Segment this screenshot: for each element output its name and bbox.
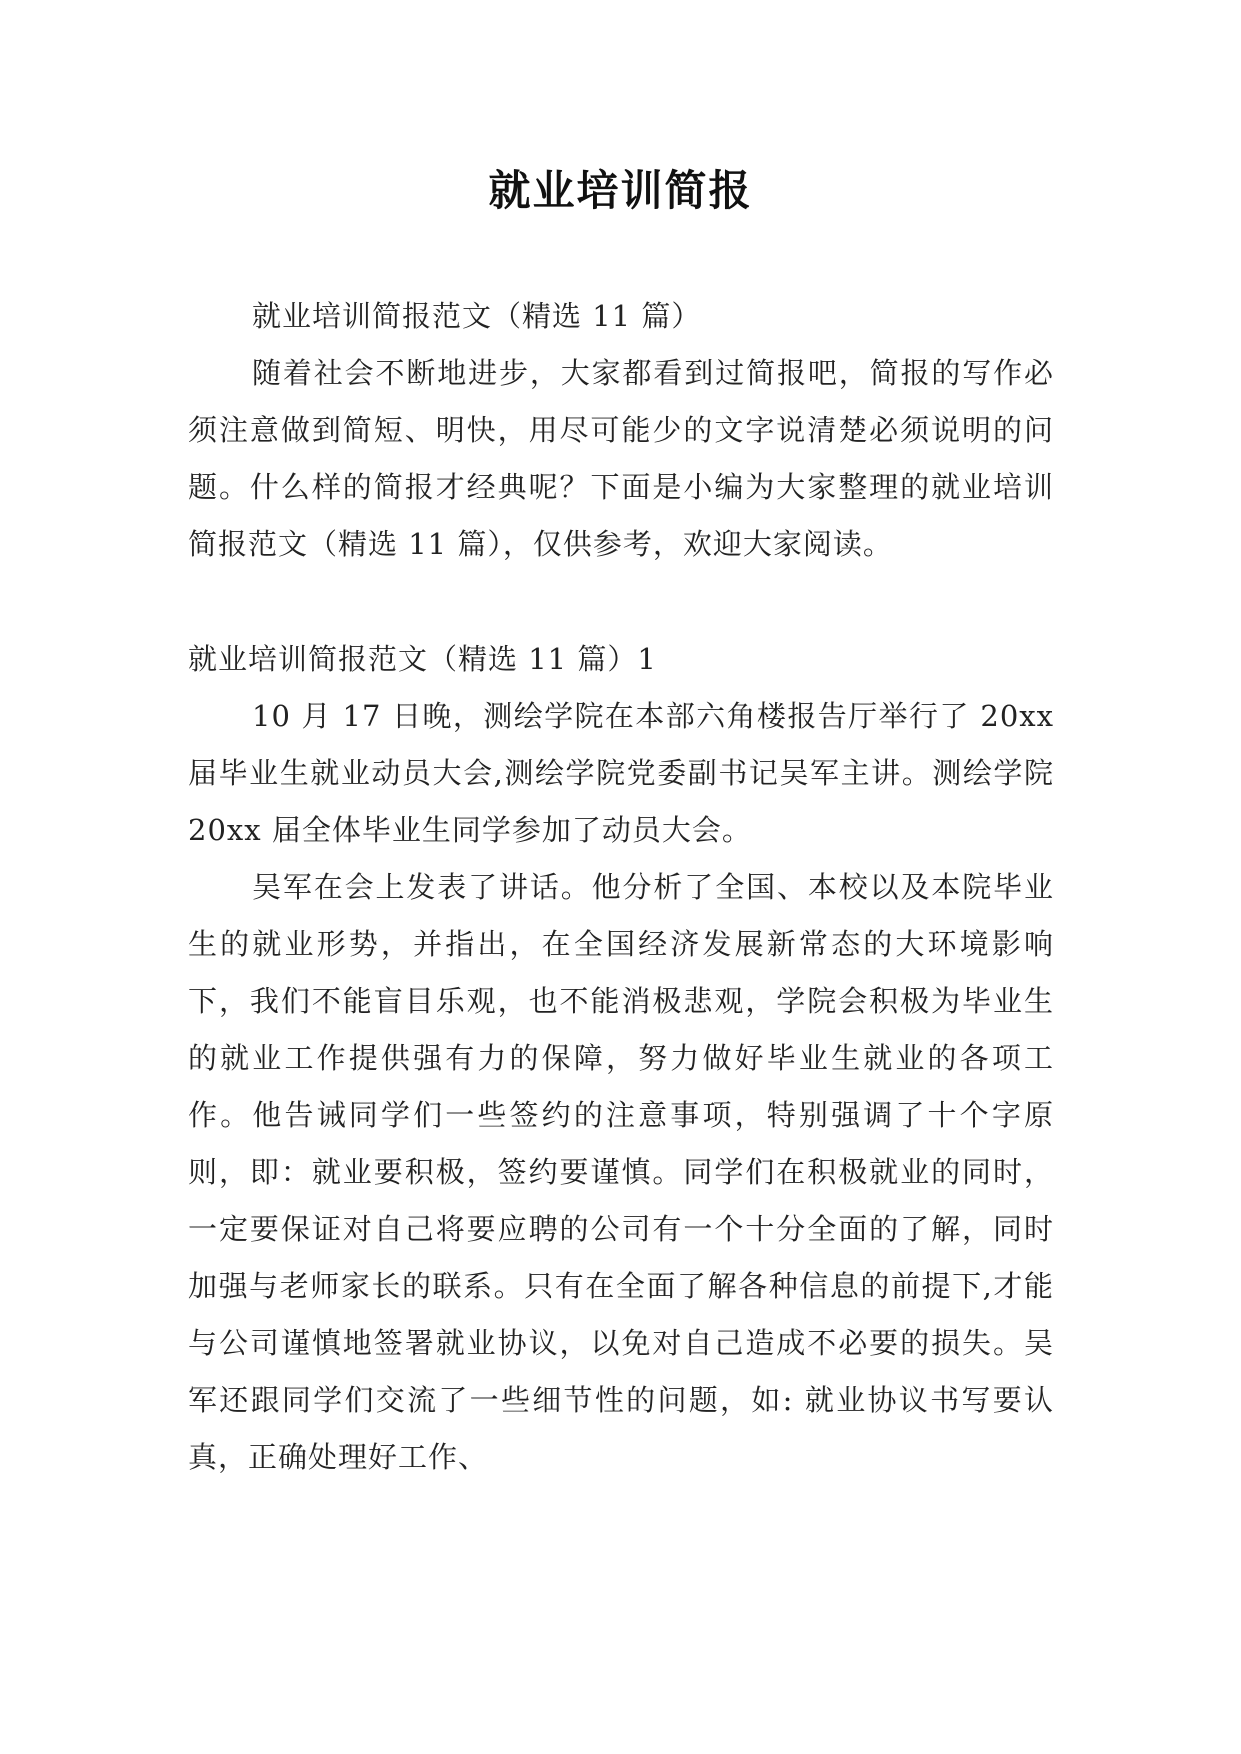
section-spacer (188, 573, 1054, 631)
document-title: 就业培训简报 (488, 166, 753, 215)
body-paragraph-2: 吴军在会上发表了讲话。他分析了全国、本校以及本院毕业生的就业形势，并指出，在全国经济发展新常态的大环境影响下，我们不能盲目乐观，也不能消极悲观，学院会积极为毕业生的就业工作提供强有力的保障，努力做好毕业生就业的各项工作。他告诫同学们一些签约的注意事项，特别强调了十个字原则，即：就业要积极，签约要谨慎。同学们在积极就业的同时，一定要保证对自己将要应聘的公司有一个十分全面的了解，同时加强与老师家长的联系。只有在全面了解各种信息的前提下,才能与公司谨慎地签署就业协议，以免对自己造成不必要的损失。吴军还跟同学们交流了一些细节性的问题，如: 就业协议书写要认真，正确处理好工作、 (188, 870, 1054, 1474)
intro-heading: 就业培训简报范文（精选 11 篇） (252, 299, 702, 333)
document-body (188, 288, 1054, 1486)
intro-paragraph: 随着社会不断地进步，大家都看到过简报吧，简报的写作必须注意做到简短、明快，用尽可能少的文字说清楚必须说明的问题。什么样的简报才经典呢？下面是小编为大家整理的就业培训简报范文（精选 11 篇），仅供参考，欢迎大家阅读。 (188, 356, 1054, 561)
body-paragraph-1: 10 月 17 日晚，测绘学院在本部六角楼报告厅举行了 20xx届毕业生就业动员大会,测绘学院党委副书记吴军主讲。测绘学院 20xx 届全体毕业生同学参加了动员大会。 (188, 699, 1054, 847)
section-heading: 就业培训简报范文（精选 11 篇）1 (188, 642, 657, 676)
